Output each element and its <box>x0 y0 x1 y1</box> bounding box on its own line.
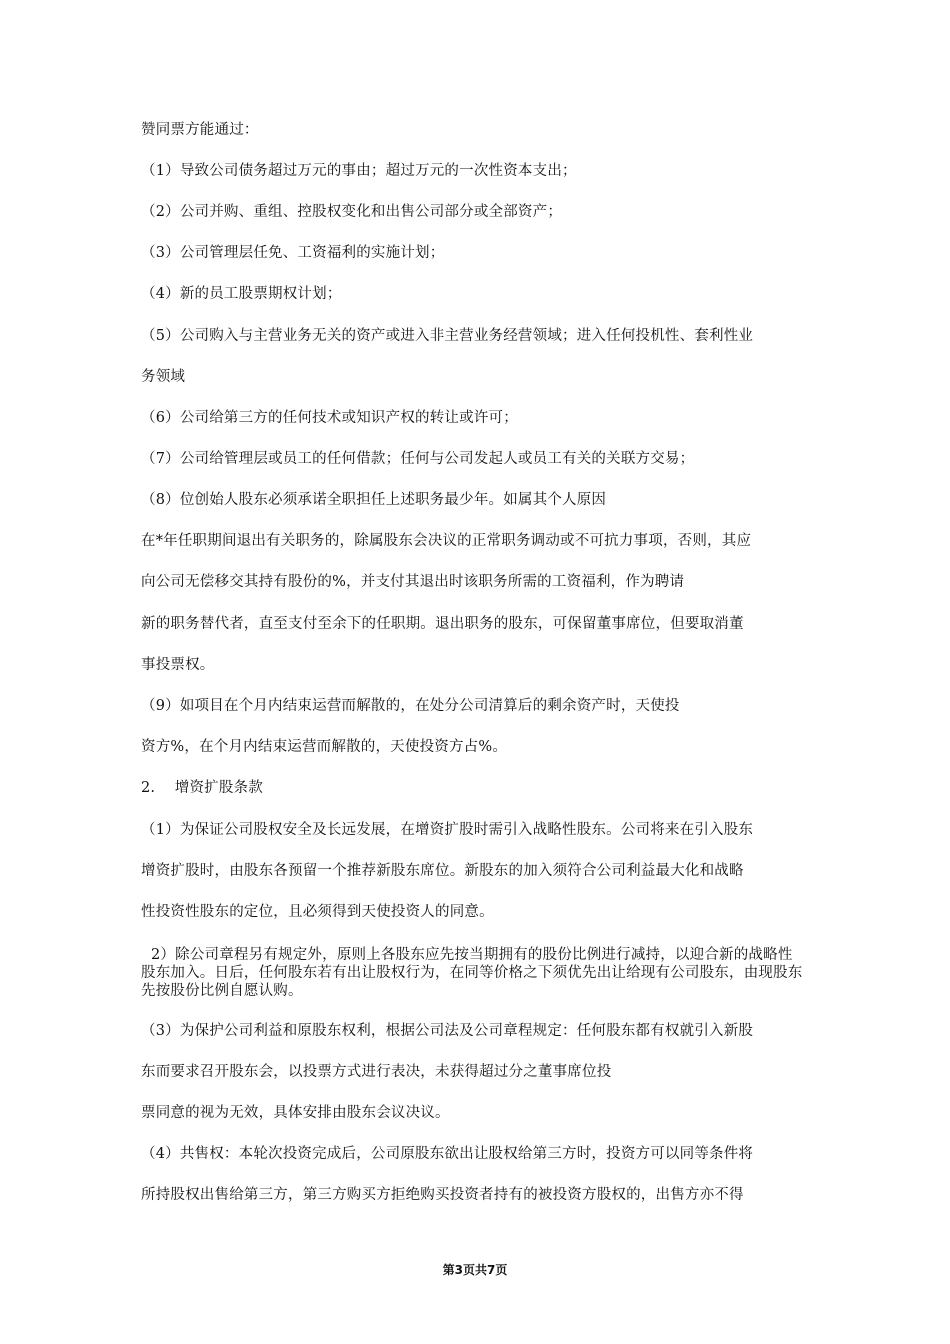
page-number-footer: 第3页共7页 <box>442 1263 508 1277</box>
paragraph-line: 赞同票方能通过： <box>141 122 259 138</box>
clause-3-continued: 票同意的视为无效，具体安排由股东会议决议。 <box>141 1105 450 1121</box>
clause-2-text: 2）除公司章程另有规定外，原则上各股东应先按当期拥有的股份比例进行减持，以迎合新的战略性股东加入。日后，任何股东若有出让股权行为，在同等价格之下须优先出让给现有公司股东，由现股东先按股份比例自愿认购。 <box>141 947 803 999</box>
list-item-6: （6）公司给第三方的任何技术或知识产权的转让或许可； <box>141 410 518 426</box>
list-item-8-continued: 向公司无偿移交其持有股份的%，并支付其退出时该职务所需的工资福利，作为聘请 <box>141 574 685 590</box>
list-item-5-continued: 务领域 <box>141 369 186 385</box>
list-item-1: （1）导致公司债务超过万元的事由；超过万元的一次性资本支出； <box>141 163 577 179</box>
clause-4-continued: 所持股权出售给第三方，第三方购买方拒绝购买投资者持有的被投资方股权的，出售方亦不得 <box>141 1187 744 1203</box>
list-item-5: （5）公司购入与主营业务无关的资产或进入非主营业务经营领域；进入任何投机性、套利性业 <box>141 328 754 344</box>
clause-1: （1）为保证公司股权安全及长远发展，在增资扩股时需引入战略性股东。公司将来在引入股东 <box>141 822 754 838</box>
list-item-2: （2）公司并购、重组、控股权变化和出售公司部分或全部资产； <box>141 204 563 220</box>
clause-3-continued: 东而要求召开股东会，以投票方式进行表决，未获得超过分之董事席位投 <box>141 1064 612 1080</box>
clause-1-continued: 性投资性股东的定位，且必须得到天使投资人的同意。 <box>141 904 494 920</box>
list-item-8-continued: 事投票权。 <box>141 657 215 673</box>
section-heading: 2. 增资扩股条款 <box>141 780 263 796</box>
list-item-3: （3）公司管理层任免、工资福利的实施计划； <box>141 245 445 261</box>
list-item-7: （7）公司给管理层或员工的任何借款；任何与公司发起人或员工有关的关联方交易； <box>141 451 695 467</box>
clause-4: （4）共售权：本轮次投资完成后，公司原股东欲出让股权给第三方时，投资方可以同等条件将 <box>141 1146 754 1162</box>
list-item-9-continued: 资方%，在个月内结束运营而解散的，天使投资方占%。 <box>141 739 508 755</box>
list-item-9: （9）如项目在个月内结束运营而解散的，在处分公司清算后的剩余资产时，天使投 <box>141 698 680 714</box>
list-item-8-continued: 新的职务替代者，直至支付至余下的任职期。退出职务的股东，可保留董事席位，但要取消董 <box>141 616 744 632</box>
list-item-4: （4）新的员工股票期权计划； <box>141 286 342 302</box>
list-item-8: （8）位创始人股东必须承诺全职担任上述职务最少年。如属其个人原因 <box>141 492 607 508</box>
list-item-8-continued: 在*年任职期间退出有关职务的，除属股东会决议的正常职务调动或不可抗力事项，否则，其应 <box>141 533 752 549</box>
clause-1-continued: 增资扩股时，由股东各预留一个推荐新股东席位。新股东的加入须符合公司利益最大化和战略 <box>141 863 744 879</box>
clause-3: （3）为保护公司利益和原股东权利，根据公司法及公司章程规定：任何股东都有权就引入新股 <box>141 1023 754 1039</box>
clause-2-paragraph <box>141 946 806 1000</box>
